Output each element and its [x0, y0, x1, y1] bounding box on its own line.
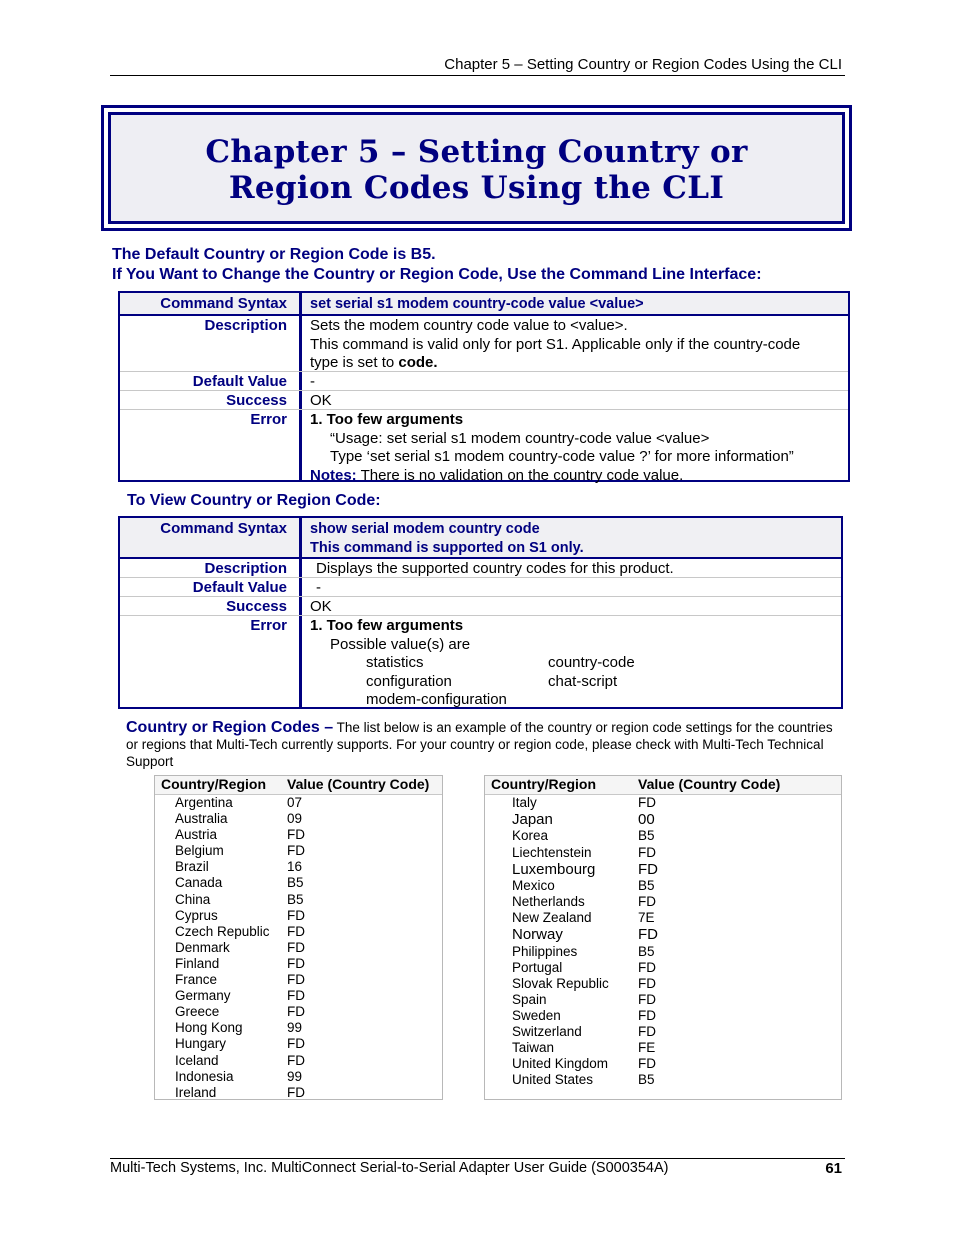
country-codes-intro — [126, 719, 836, 770]
set-command-table — [118, 291, 850, 482]
country-name: Germany — [175, 988, 231, 1004]
page-number: 61 — [825, 1160, 842, 1177]
country-codes-description: The list below is an example of the country or region code settings for the countries or regions that Multi-Tech currently supports. For your country or region code, please check with Multi-Tech Technical Support — [126, 720, 833, 769]
description-value: Displays the supported country codes for this product. — [316, 560, 674, 577]
description-value — [302, 316, 848, 371]
country-name: Ireland — [175, 1084, 217, 1100]
country-name: Iceland — [175, 1052, 219, 1068]
table-row — [155, 1036, 442, 1052]
value-column-header: Value (Country Code) — [287, 776, 430, 792]
country-name: Portugal — [512, 959, 563, 975]
table-row — [485, 1008, 841, 1024]
country-code-value: FD — [638, 894, 656, 910]
country-name: Hong Kong — [175, 1020, 243, 1036]
default-value-row — [120, 578, 841, 597]
table-row — [485, 811, 841, 828]
possible-value: configuration — [366, 672, 452, 690]
possible-value: statistics — [366, 654, 424, 671]
country-name: Brazil — [175, 859, 209, 875]
description-label: Description — [120, 559, 302, 577]
country-name: Argentina — [175, 795, 233, 810]
header-rule — [110, 75, 845, 76]
chapter-title-box — [101, 105, 852, 231]
possible-value: country-code — [548, 654, 635, 671]
country-code-value: B5 — [638, 1072, 655, 1088]
default-value-label: Default Value — [120, 372, 302, 390]
table-row — [155, 875, 442, 891]
table-row — [485, 795, 841, 811]
country-code-value: B5 — [638, 878, 655, 894]
country-name: Norway — [512, 926, 563, 944]
table-row — [155, 827, 442, 843]
country-code-value: FD — [287, 1004, 305, 1020]
possible-values-list — [310, 654, 833, 710]
chapter-title — [205, 130, 747, 206]
country-code-value: B5 — [287, 875, 304, 891]
table-row — [155, 924, 442, 940]
table-row — [155, 972, 442, 988]
country-code-value: FD — [287, 1052, 305, 1068]
description-label: Description — [120, 316, 302, 371]
command-syntax-value — [302, 518, 841, 557]
country-name: New Zealand — [512, 910, 592, 926]
country-code-value: FD — [287, 1036, 305, 1052]
country-name: Indonesia — [175, 1068, 234, 1084]
country-name: Cyprus — [175, 907, 218, 923]
country-code-value: FD — [287, 843, 305, 859]
value-column-header: Value (Country Code) — [638, 776, 781, 792]
chapter-title-inner — [108, 112, 845, 224]
country-code-value: FD — [638, 860, 658, 878]
notes-label: Notes: — [310, 466, 357, 484]
notes-line — [310, 467, 840, 486]
possible-values-row — [310, 691, 833, 710]
country-code-value: FD — [638, 1008, 656, 1024]
country-name: Italy — [512, 795, 537, 810]
notes-text: There is no validation on the country code value. — [356, 466, 684, 484]
chapter-title-line1: Chapter 5 – Setting Country or — [205, 134, 748, 170]
table-row — [485, 894, 841, 910]
country-code-value: FD — [638, 795, 656, 810]
country-code-value: FD — [638, 926, 658, 944]
country-name: United Kingdom — [512, 1056, 609, 1072]
country-name: Belgium — [175, 843, 224, 859]
country-name: Denmark — [175, 939, 230, 955]
syntax-line: show serial modem country code — [310, 521, 540, 537]
country-code-table-right — [484, 775, 842, 1100]
success-label: Success — [120, 597, 302, 615]
country-name: Czech Republic — [175, 923, 270, 939]
country-name: Taiwan — [512, 1040, 555, 1056]
country-code-value: FD — [287, 988, 305, 1004]
command-syntax-label: Command Syntax — [120, 518, 302, 557]
possible-values-row — [310, 673, 833, 692]
country-name: Finland — [175, 955, 220, 971]
table-row — [155, 859, 442, 875]
table-row — [155, 795, 442, 811]
country-name: Netherlands — [512, 894, 585, 910]
table-row — [485, 976, 841, 992]
success-value: OK — [310, 598, 332, 615]
command-syntax-label: Command Syntax — [120, 293, 302, 314]
success-row — [120, 391, 848, 410]
possible-values-row — [310, 654, 833, 673]
error-row — [120, 616, 841, 707]
command-syntax-value: set serial s1 modem country-code value <value> — [310, 296, 644, 312]
country-code-value: FD — [287, 955, 305, 971]
country-code-value: FD — [638, 1024, 656, 1040]
description-line: This command is valid only for port S1. Applicable only if the country-code — [310, 335, 801, 353]
error-title: 1. Too few arguments — [310, 411, 464, 428]
footer-text: Multi-Tech Systems, Inc. MultiConnect Serial-to-Serial Adapter User Guide (S000354A) — [110, 1160, 669, 1176]
table-row — [155, 1069, 442, 1085]
country-name: Canada — [175, 875, 223, 891]
change-code-heading: If You Want to Change the Country or Region Code, Use the Command Line Interface: — [112, 266, 762, 283]
country-name: Sweden — [512, 1008, 561, 1024]
table-row — [155, 956, 442, 972]
country-name: Switzerland — [512, 1024, 582, 1040]
table-row — [155, 908, 442, 924]
country-code-value: 00 — [638, 811, 655, 829]
country-name: Philippines — [512, 943, 578, 959]
description-row — [120, 559, 841, 578]
error-title: 1. Too few arguments — [310, 617, 464, 634]
table-row — [155, 843, 442, 859]
country-code-value: FD — [638, 975, 656, 991]
show-command-table — [118, 516, 843, 709]
country-code-value: FD — [287, 923, 305, 939]
error-label: Error — [120, 410, 302, 480]
country-code-value: FD — [638, 844, 656, 860]
table-row — [485, 992, 841, 1008]
view-code-heading: To View Country or Region Code: — [127, 492, 381, 509]
table-row — [155, 988, 442, 1004]
country-code-value: FD — [287, 1084, 305, 1100]
success-value: OK — [310, 392, 332, 409]
country-name: Luxembourg — [512, 860, 596, 878]
country-name: Austria — [175, 827, 218, 843]
country-code-value: 99 — [287, 1068, 303, 1084]
country-code-value: 07 — [287, 795, 303, 810]
country-code-value: 7E — [638, 910, 655, 926]
table-row — [155, 1020, 442, 1036]
country-code-value: FD — [287, 907, 305, 923]
country-name: Slovak Republic — [512, 975, 609, 991]
table-body — [155, 795, 442, 1101]
error-line: Type ‘set serial s1 modem country-code value ?’ for more information” — [330, 448, 794, 465]
table-row — [155, 811, 442, 827]
default-value-row — [120, 372, 848, 391]
table-row — [155, 1004, 442, 1020]
country-code-value: 16 — [287, 859, 303, 875]
country-code-value: FD — [638, 992, 656, 1008]
country-name: Japan — [512, 811, 553, 829]
country-code-value: 99 — [287, 1020, 303, 1036]
country-code-value: FD — [287, 972, 305, 988]
error-row — [120, 410, 848, 484]
syntax-note: This command is supported on S1 only. — [310, 539, 584, 556]
country-name: United States — [512, 1072, 594, 1088]
table-row — [485, 910, 841, 926]
table-row — [155, 892, 442, 908]
table-row — [485, 1040, 841, 1056]
table-row — [485, 861, 841, 878]
description-text: type is set to — [310, 354, 399, 371]
table-row — [485, 1056, 841, 1072]
possible-values-label: Possible value(s) are — [330, 635, 471, 653]
default-value-label: Default Value — [120, 578, 302, 596]
country-code-value: FD — [287, 939, 305, 955]
country-column-header: Country/Region — [161, 776, 266, 792]
default-value-value: - — [310, 373, 315, 390]
country-code-value: FD — [638, 1056, 656, 1072]
table-body — [485, 795, 841, 1089]
country-name: Mexico — [512, 878, 555, 894]
country-code-table-left — [154, 775, 443, 1100]
country-code-value: B5 — [287, 891, 304, 907]
table-row — [485, 1024, 841, 1040]
country-name: Korea — [512, 828, 549, 844]
error-value — [302, 410, 848, 484]
description-line: Sets the modem country code value to <value>. — [310, 317, 628, 334]
chapter-title-line2: Region Codes Using the CLI — [228, 170, 725, 206]
description-line — [310, 354, 840, 373]
table-row — [485, 960, 841, 976]
error-line: “Usage: set serial s1 modem country-code value <value> — [330, 429, 710, 447]
country-column-header: Country/Region — [491, 776, 596, 792]
error-label: Error — [120, 616, 302, 707]
country-codes-heading: Country or Region Codes – — [126, 719, 334, 736]
country-name: Greece — [175, 1004, 220, 1020]
description-row — [120, 316, 848, 372]
country-code-value: FE — [638, 1040, 656, 1056]
default-code-heading: The Default Country or Region Code is B5. — [112, 246, 436, 263]
table-header — [485, 776, 841, 795]
possible-value: chat-script — [548, 672, 618, 690]
country-name: Spain — [512, 992, 547, 1008]
country-name: Liechtenstein — [512, 844, 592, 860]
command-syntax-row — [120, 293, 848, 316]
command-syntax-row — [120, 518, 841, 559]
table-row — [485, 878, 841, 894]
description-emphasis: code. — [398, 354, 438, 371]
table-row — [485, 1072, 841, 1088]
error-value — [302, 616, 841, 707]
running-header: Chapter 5 – Setting Country or Region Codes Using the CLI — [444, 56, 842, 73]
footer-rule — [110, 1158, 845, 1159]
success-label: Success — [120, 391, 302, 409]
country-code-value: FD — [638, 959, 656, 975]
possible-value: modem-configuration — [366, 691, 507, 708]
table-row — [485, 845, 841, 861]
default-value-value: - — [316, 579, 321, 596]
country-name: France — [175, 972, 218, 988]
country-code-value: 09 — [287, 811, 303, 827]
country-code-value: FD — [287, 827, 305, 843]
table-row — [155, 1053, 442, 1069]
success-row — [120, 597, 841, 616]
table-row — [155, 1085, 442, 1101]
table-row — [485, 828, 841, 844]
table-row — [485, 926, 841, 943]
table-row — [485, 944, 841, 960]
country-name: Hungary — [175, 1036, 227, 1052]
country-name: China — [175, 891, 211, 907]
table-header — [155, 776, 442, 795]
country-code-value: B5 — [638, 828, 655, 844]
country-name: Australia — [175, 811, 228, 827]
table-row — [155, 940, 442, 956]
country-code-value: B5 — [638, 943, 655, 959]
